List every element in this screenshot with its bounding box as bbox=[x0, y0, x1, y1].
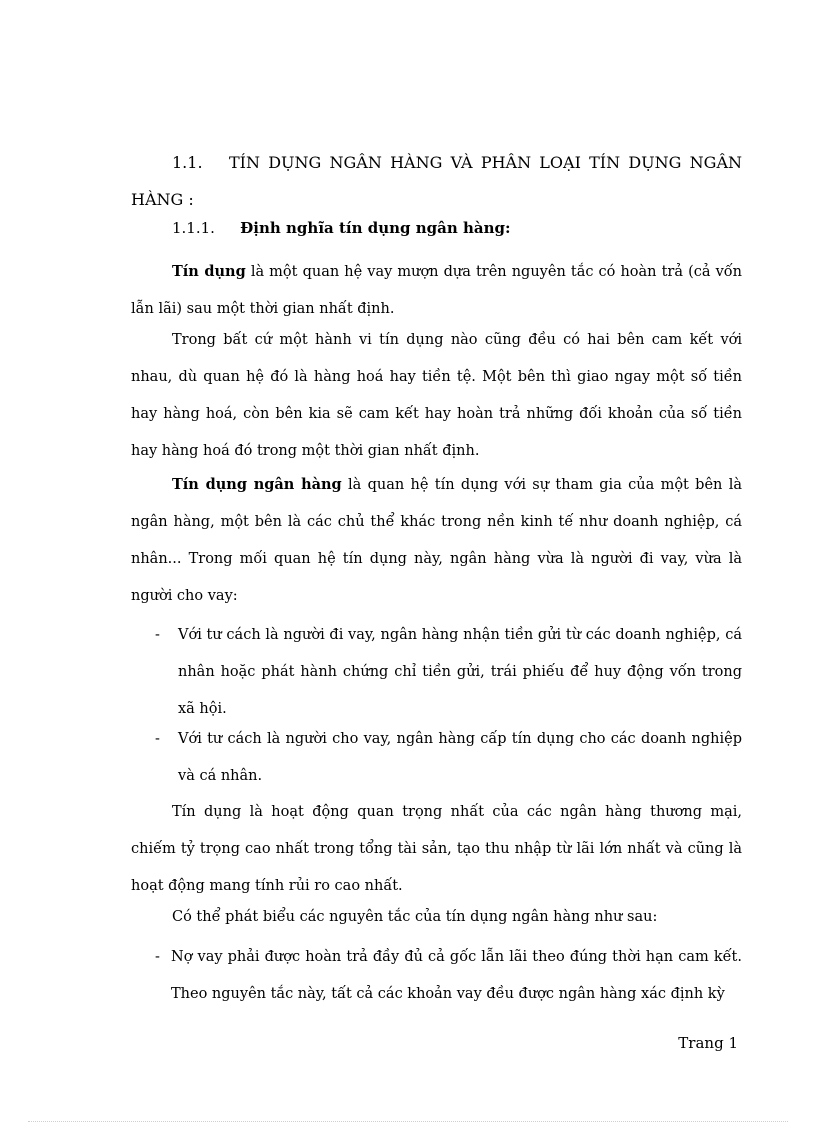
subheading-number: 1.1.1. bbox=[172, 219, 215, 237]
paragraph-text: Tín dụng là hoạt động quan trọng nhất của các ngân hàng thương mại, chiếm tỷ trọng cao nhất trong tổng tài sản, tạo thu nhập từ lãi lớn nhất và cũng là hoạt động mang tính rủi ro cao nhất. bbox=[131, 804, 742, 894]
list-item-text: Với tư cách là người cho vay, ngân hàng cấp tín dụng cho các doanh nghiệp và cá nhân. bbox=[178, 731, 742, 784]
paragraph-text: Có thể phát biểu các nguyên tắc của tín dụng ngân hàng như sau: bbox=[172, 909, 658, 925]
paragraph-importance bbox=[131, 794, 742, 905]
section-heading-1-1-1 bbox=[172, 215, 511, 241]
paragraph-definition bbox=[131, 253, 742, 328]
list-item-text: Nợ vay phải được hoàn trả đầy đủ cả gốc lẫn lãi theo đúng thời hạn cam kết. Theo nguyên tắc này, tất cả các khoản vay đều được ngân hàng xác định kỳ bbox=[171, 949, 742, 1002]
subheading-title: Định nghĩa tín dụng ngân hàng: bbox=[240, 219, 511, 237]
page-number: Trang 1 bbox=[678, 1034, 738, 1052]
bullet-dash: - bbox=[155, 731, 160, 747]
bullet-dash: - bbox=[155, 949, 160, 965]
list-item bbox=[131, 939, 742, 1013]
heading-title bbox=[172, 144, 742, 181]
heading-title-line2: HÀNG : bbox=[131, 190, 194, 209]
term-tin-dung: Tín dụng bbox=[172, 263, 246, 280]
term-tin-dung-ngan-hang: Tín dụng ngân hàng bbox=[172, 476, 342, 493]
paragraph-principles-intro bbox=[131, 899, 742, 936]
bullet-dash: - bbox=[155, 627, 160, 643]
paragraph-text: là quan hệ tín dụng với sự tham gia của một bên là ngân hàng, một bên là các chủ thể khác trong nền kinh tế như doanh nghiệp, cá nhân... Trong mối quan hệ tín dụng này, ngân hàng vừa là người đi vay, vừa là người cho vay: bbox=[131, 477, 742, 604]
paragraph-text: Trong bất cứ một hành vi tín dụng nào cũng đều có hai bên cam kết với nhau, dù quan hệ đó là hàng hoá hay tiền tệ. Một bên thì giao ngay một số tiền hay hàng hoá, còn bên kia sẽ cam kết hay hoàn trả những đối khoản của số tiền hay hàng hoá đó trong một thời gian nhất định. bbox=[131, 332, 742, 459]
section-heading-1-1 bbox=[131, 144, 742, 209]
heading-title-line1: TÍN DỤNG NGÂN HÀNG VÀ PHÂN LOẠI TÍN DỤNG NGÂN bbox=[229, 153, 742, 172]
heading-number: 1.1. bbox=[172, 153, 203, 172]
page-bottom-divider bbox=[28, 1121, 788, 1122]
paragraph-parties bbox=[131, 322, 742, 470]
list-item bbox=[131, 721, 742, 795]
list-item-text: Với tư cách là người đi vay, ngân hàng nhận tiền gửi từ các doanh nghiệp, cá nhân hoặc phát hành chứng chỉ tiền gửi, trái phiếu để huy động vốn trong xã hội. bbox=[178, 627, 742, 717]
list-item bbox=[131, 617, 742, 728]
paragraph-text: là một quan hệ vay mượn dựa trên nguyên tắc có hoàn trả (cả vốn lẫn lãi) sau một thời gian nhất định. bbox=[131, 264, 742, 317]
paragraph-bank-credit bbox=[131, 466, 742, 615]
